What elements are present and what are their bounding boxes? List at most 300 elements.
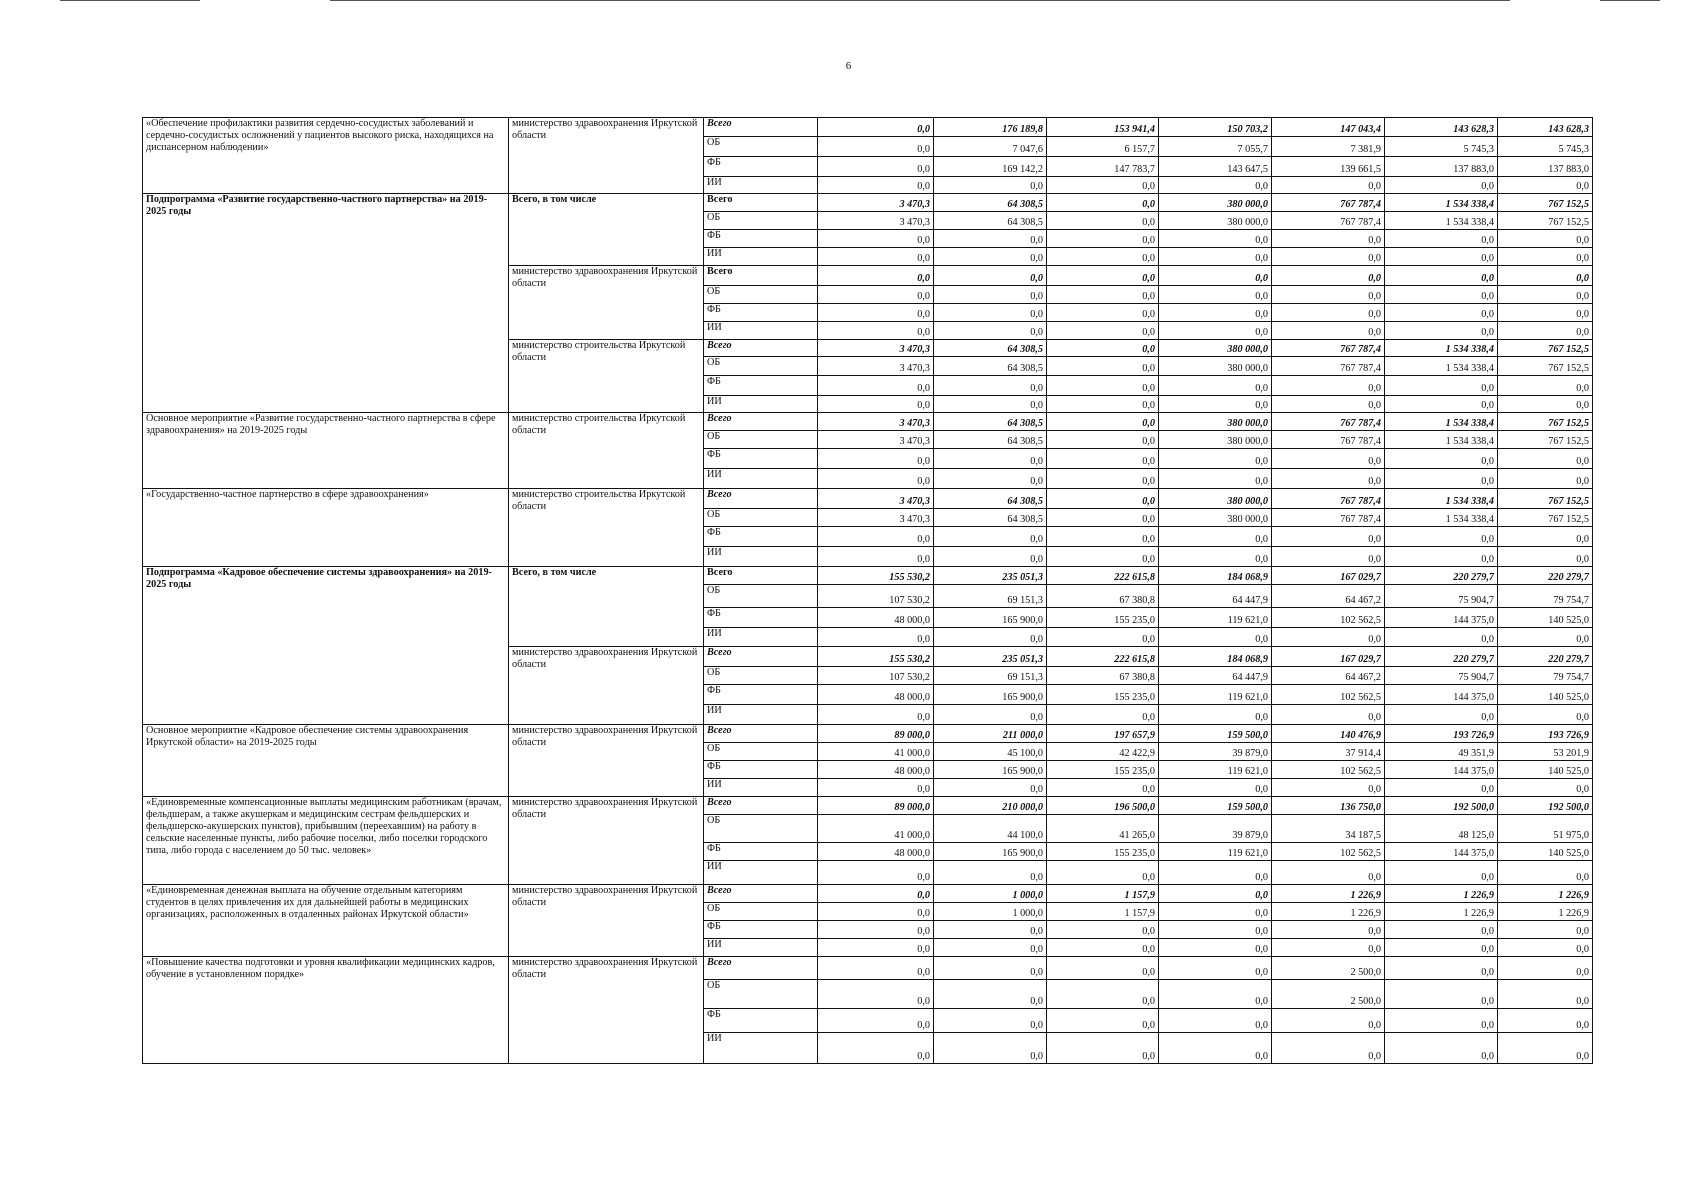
- amount-cell: 767 787,4: [1272, 431, 1385, 449]
- amount-cell: 0,0: [1047, 322, 1159, 340]
- amount-cell: 0,0: [1047, 230, 1159, 248]
- funding-source: ОБ: [704, 667, 818, 685]
- amount-cell: 0,0: [1272, 177, 1385, 194]
- amount-cell: 107 530,2: [818, 667, 934, 685]
- amount-cell: 0,0: [1498, 469, 1593, 489]
- amount-cell: 0,0: [818, 322, 934, 340]
- amount-cell: 0,0: [934, 304, 1047, 322]
- amount-cell: 0,0: [818, 921, 934, 939]
- funding-source: Всего: [704, 885, 818, 903]
- amount-cell: 0,0: [1385, 705, 1498, 725]
- amount-cell: 220 279,7: [1498, 567, 1593, 585]
- amount-cell: 380 000,0: [1159, 357, 1272, 376]
- funding-source: ОБ: [704, 286, 818, 304]
- amount-cell: 34 187,5: [1272, 815, 1385, 843]
- executor-name: министерство строительства Иркутской области: [509, 489, 704, 567]
- amount-cell: 0,0: [1385, 266, 1498, 286]
- amount-cell: 0,0: [1159, 286, 1272, 304]
- amount-cell: 0,0: [1385, 957, 1498, 980]
- amount-cell: 155 235,0: [1047, 843, 1159, 861]
- amount-cell: 119 621,0: [1159, 608, 1272, 628]
- funding-source: Всего: [704, 957, 818, 980]
- amount-cell: 0,0: [818, 1033, 934, 1064]
- amount-cell: 380 000,0: [1159, 194, 1272, 212]
- amount-cell: 0,0: [1047, 469, 1159, 489]
- amount-cell: 0,0: [1498, 376, 1593, 396]
- amount-cell: 0,0: [1385, 304, 1498, 322]
- amount-cell: 0,0: [1159, 1033, 1272, 1064]
- amount-cell: 64 308,5: [934, 212, 1047, 230]
- amount-cell: 0,0: [934, 939, 1047, 957]
- amount-cell: 0,0: [1498, 1009, 1593, 1033]
- amount-cell: 136 750,0: [1272, 797, 1385, 815]
- amount-cell: 767 787,4: [1272, 357, 1385, 376]
- amount-cell: 102 562,5: [1272, 608, 1385, 628]
- amount-cell: 139 661,5: [1272, 157, 1385, 177]
- amount-cell: 0,0: [934, 230, 1047, 248]
- amount-cell: 0,0: [1272, 266, 1385, 286]
- funding-source: Всего: [704, 647, 818, 667]
- amount-cell: 0,0: [1498, 779, 1593, 797]
- amount-cell: 0,0: [1047, 527, 1159, 547]
- amount-cell: 0,0: [934, 177, 1047, 194]
- amount-cell: 48 000,0: [818, 843, 934, 861]
- amount-cell: 0,0: [934, 396, 1047, 413]
- amount-cell: 767 152,5: [1498, 357, 1593, 376]
- amount-cell: 0,0: [1272, 322, 1385, 340]
- funding-source: Всего: [704, 413, 818, 431]
- amount-cell: 222 615,8: [1047, 567, 1159, 585]
- amount-cell: 165 900,0: [934, 608, 1047, 628]
- amount-cell: 380 000,0: [1159, 489, 1272, 509]
- amount-cell: 0,0: [1159, 322, 1272, 340]
- amount-cell: 64 308,5: [934, 489, 1047, 509]
- amount-cell: 220 279,7: [1385, 567, 1498, 585]
- amount-cell: 167 029,7: [1272, 567, 1385, 585]
- amount-cell: 0,0: [1498, 705, 1593, 725]
- funding-source: ОБ: [704, 980, 818, 1009]
- amount-cell: 0,0: [1047, 1033, 1159, 1064]
- amount-cell: 64 447,9: [1159, 667, 1272, 685]
- amount-cell: 0,0: [818, 449, 934, 469]
- amount-cell: 767 152,5: [1498, 431, 1593, 449]
- amount-cell: 0,0: [1272, 705, 1385, 725]
- measure-description: Основное мероприятие «Кадровое обеспечение системы здравоохранения Иркутской области» на 2019-2025 годы: [143, 725, 509, 797]
- amount-cell: 0,0: [818, 230, 934, 248]
- amount-cell: 53 201,9: [1498, 743, 1593, 761]
- amount-cell: 1 226,9: [1272, 903, 1385, 921]
- amount-cell: 0,0: [1385, 177, 1498, 194]
- amount-cell: 0,0: [818, 157, 934, 177]
- amount-cell: 767 787,4: [1272, 340, 1385, 357]
- amount-cell: 0,0: [1047, 489, 1159, 509]
- amount-cell: 0,0: [818, 376, 934, 396]
- amount-cell: 235 051,3: [934, 647, 1047, 667]
- amount-cell: 0,0: [1498, 939, 1593, 957]
- amount-cell: 0,0: [1047, 177, 1159, 194]
- amount-cell: 0,0: [1385, 396, 1498, 413]
- amount-cell: 0,0: [1385, 248, 1498, 266]
- amount-cell: 380 000,0: [1159, 413, 1272, 431]
- amount-cell: 153 941,4: [1047, 118, 1159, 137]
- amount-cell: 0,0: [1159, 469, 1272, 489]
- amount-cell: 42 422,9: [1047, 743, 1159, 761]
- executor-name: министерство здравоохранения Иркутской области: [509, 957, 704, 1064]
- amount-cell: 0,0: [818, 861, 934, 885]
- amount-cell: 0,0: [1047, 304, 1159, 322]
- amount-cell: 0,0: [1159, 230, 1272, 248]
- funding-source: ОБ: [704, 212, 818, 230]
- amount-cell: 39 879,0: [1159, 743, 1272, 761]
- amount-cell: 0,0: [1272, 304, 1385, 322]
- amount-cell: 159 500,0: [1159, 725, 1272, 743]
- amount-cell: 0,0: [818, 527, 934, 547]
- amount-cell: 211 000,0: [934, 725, 1047, 743]
- amount-cell: 0,0: [1047, 357, 1159, 376]
- amount-cell: 119 621,0: [1159, 761, 1272, 779]
- amount-cell: 0,0: [1272, 469, 1385, 489]
- amount-cell: 1 000,0: [934, 885, 1047, 903]
- funding-source: ОБ: [704, 431, 818, 449]
- amount-cell: 0,0: [1385, 547, 1498, 567]
- amount-cell: 137 883,0: [1385, 157, 1498, 177]
- amount-cell: 0,0: [1159, 903, 1272, 921]
- measure-description: «Единовременные компенсационные выплаты медицинским работникам (врачам, фельдшерам, а также акушеркам и медицинским сестрам фельдшерских и фельдшерско-акушерских пунктов), прибывшим (переехавшим) на работу в сельские населенные пункты, либо рабочие поселки, либо поселки городского типа, либо города с населением до 50 тыс. человек»: [143, 797, 509, 885]
- amount-cell: 169 142,2: [934, 157, 1047, 177]
- funding-source: ФБ: [704, 376, 818, 396]
- amount-cell: 0,0: [1385, 322, 1498, 340]
- table-row: [143, 489, 1593, 509]
- amount-cell: 0,0: [1159, 304, 1272, 322]
- amount-cell: 0,0: [818, 266, 934, 286]
- amount-cell: 3 470,3: [818, 413, 934, 431]
- amount-cell: 0,0: [934, 861, 1047, 885]
- amount-cell: 0,0: [1159, 939, 1272, 957]
- amount-cell: 0,0: [818, 177, 934, 194]
- funding-source: ИИ: [704, 547, 818, 567]
- amount-cell: 0,0: [934, 1033, 1047, 1064]
- amount-cell: 0,0: [934, 1009, 1047, 1033]
- amount-cell: 7 047,6: [934, 137, 1047, 157]
- amount-cell: 1 226,9: [1498, 885, 1593, 903]
- amount-cell: 192 500,0: [1498, 797, 1593, 815]
- amount-cell: 767 152,5: [1498, 489, 1593, 509]
- amount-cell: 137 883,0: [1498, 157, 1593, 177]
- amount-cell: 0,0: [1272, 628, 1385, 647]
- amount-cell: 0,0: [818, 137, 934, 157]
- amount-cell: 1 157,9: [1047, 885, 1159, 903]
- amount-cell: 0,0: [934, 527, 1047, 547]
- amount-cell: 0,0: [1272, 376, 1385, 396]
- amount-cell: 64 308,5: [934, 340, 1047, 357]
- amount-cell: 155 530,2: [818, 647, 934, 667]
- amount-cell: 1 534 338,4: [1385, 357, 1498, 376]
- funding-source: ИИ: [704, 705, 818, 725]
- amount-cell: 0,0: [1047, 939, 1159, 957]
- amount-cell: 0,0: [1159, 1009, 1272, 1033]
- funding-source: ИИ: [704, 1033, 818, 1064]
- amount-cell: 0,0: [1385, 1009, 1498, 1033]
- amount-cell: 0,0: [1272, 286, 1385, 304]
- amount-cell: 0,0: [1159, 957, 1272, 980]
- measure-description: Подпрограмма «Кадровое обеспечение системы здравоохранения» на 2019-2025 годы: [143, 567, 509, 725]
- amount-cell: 184 068,9: [1159, 567, 1272, 585]
- amount-cell: 89 000,0: [818, 797, 934, 815]
- executor-name: министерство здравоохранения Иркутской области: [509, 118, 704, 194]
- measure-description: «Обеспечение профилактики развития сердечно-сосудистых заболеваний и сердечно-сосудистых осложнений у пациентов высокого риска, находящихся на диспансерном наблюдении»: [143, 118, 509, 194]
- amount-cell: 1 000,0: [934, 903, 1047, 921]
- amount-cell: 0,0: [934, 322, 1047, 340]
- amount-cell: 3 470,3: [818, 340, 934, 357]
- amount-cell: 380 000,0: [1159, 212, 1272, 230]
- funding-source: ОБ: [704, 743, 818, 761]
- amount-cell: 0,0: [1498, 957, 1593, 980]
- amount-cell: 1 534 338,4: [1385, 489, 1498, 509]
- scan-edge-left: [60, 0, 200, 1]
- amount-cell: 3 470,3: [818, 489, 934, 509]
- amount-cell: 767 152,5: [1498, 340, 1593, 357]
- amount-cell: 147 043,4: [1272, 118, 1385, 137]
- funding-source: ФБ: [704, 608, 818, 628]
- amount-cell: 165 900,0: [934, 761, 1047, 779]
- executor-name: министерство строительства Иркутской области: [509, 413, 704, 489]
- amount-cell: 7 381,9: [1272, 137, 1385, 157]
- amount-cell: 119 621,0: [1159, 843, 1272, 861]
- amount-cell: 64 308,5: [934, 431, 1047, 449]
- amount-cell: 380 000,0: [1159, 340, 1272, 357]
- amount-cell: 197 657,9: [1047, 725, 1159, 743]
- amount-cell: 0,0: [1159, 396, 1272, 413]
- amount-cell: 0,0: [818, 980, 934, 1009]
- amount-cell: 1 226,9: [1272, 885, 1385, 903]
- funding-source: ИИ: [704, 322, 818, 340]
- amount-cell: 1 157,9: [1047, 903, 1159, 921]
- amount-cell: 3 470,3: [818, 212, 934, 230]
- funding-source: ИИ: [704, 248, 818, 266]
- amount-cell: 0,0: [818, 469, 934, 489]
- amount-cell: 67 380,8: [1047, 667, 1159, 685]
- amount-cell: 0,0: [1159, 248, 1272, 266]
- amount-cell: 140 525,0: [1498, 843, 1593, 861]
- amount-cell: 0,0: [818, 939, 934, 957]
- amount-cell: 380 000,0: [1159, 509, 1272, 527]
- amount-cell: 0,0: [1272, 449, 1385, 469]
- amount-cell: 51 975,0: [1498, 815, 1593, 843]
- amount-cell: 0,0: [1272, 547, 1385, 567]
- amount-cell: 0,0: [1498, 861, 1593, 885]
- amount-cell: 1 534 338,4: [1385, 340, 1498, 357]
- amount-cell: 0,0: [1272, 921, 1385, 939]
- amount-cell: 0,0: [1385, 376, 1498, 396]
- amount-cell: 220 279,7: [1385, 647, 1498, 667]
- executor-name: Всего, в том числе: [509, 567, 704, 647]
- table-row: [143, 118, 1593, 137]
- funding-source: ОБ: [704, 137, 818, 157]
- amount-cell: 3 470,3: [818, 194, 934, 212]
- amount-cell: 767 787,4: [1272, 413, 1385, 431]
- amount-cell: 0,0: [1498, 396, 1593, 413]
- amount-cell: 0,0: [1047, 449, 1159, 469]
- amount-cell: 0,0: [934, 779, 1047, 797]
- amount-cell: 155 235,0: [1047, 761, 1159, 779]
- amount-cell: 0,0: [1498, 921, 1593, 939]
- amount-cell: 0,0: [934, 266, 1047, 286]
- amount-cell: 0,0: [1159, 921, 1272, 939]
- funding-source: ИИ: [704, 861, 818, 885]
- scan-edge-center: [330, 0, 1510, 1]
- amount-cell: 0,0: [1498, 177, 1593, 194]
- amount-cell: 165 900,0: [934, 843, 1047, 861]
- amount-cell: 0,0: [1047, 921, 1159, 939]
- amount-cell: 150 703,2: [1159, 118, 1272, 137]
- funding-source: Всего: [704, 725, 818, 743]
- amount-cell: 0,0: [818, 118, 934, 137]
- amount-cell: 0,0: [1047, 286, 1159, 304]
- table-row: [143, 885, 1593, 903]
- amount-cell: 0,0: [818, 547, 934, 567]
- amount-cell: 0,0: [1385, 779, 1498, 797]
- amount-cell: 0,0: [818, 779, 934, 797]
- amount-cell: 41 265,0: [1047, 815, 1159, 843]
- funding-source: ФБ: [704, 449, 818, 469]
- amount-cell: 140 476,9: [1272, 725, 1385, 743]
- amount-cell: 79 754,7: [1498, 667, 1593, 685]
- amount-cell: 0,0: [1159, 628, 1272, 647]
- amount-cell: 0,0: [1047, 861, 1159, 885]
- amount-cell: 144 375,0: [1385, 608, 1498, 628]
- funding-source: ОБ: [704, 585, 818, 608]
- amount-cell: 0,0: [934, 957, 1047, 980]
- amount-cell: 2 500,0: [1272, 980, 1385, 1009]
- amount-cell: 102 562,5: [1272, 685, 1385, 705]
- funding-source: ОБ: [704, 815, 818, 843]
- amount-cell: 0,0: [1047, 779, 1159, 797]
- amount-cell: 155 235,0: [1047, 685, 1159, 705]
- amount-cell: 0,0: [1047, 413, 1159, 431]
- amount-cell: 0,0: [1159, 449, 1272, 469]
- table-row: [143, 194, 1593, 212]
- amount-cell: 193 726,9: [1498, 725, 1593, 743]
- amount-cell: 0,0: [1272, 779, 1385, 797]
- amount-cell: 64 308,5: [934, 509, 1047, 527]
- amount-cell: 0,0: [1272, 1009, 1385, 1033]
- funding-source: ОБ: [704, 357, 818, 376]
- amount-cell: 0,0: [1047, 248, 1159, 266]
- amount-cell: 0,0: [1498, 248, 1593, 266]
- amount-cell: 0,0: [1385, 921, 1498, 939]
- funding-source: ФБ: [704, 230, 818, 248]
- amount-cell: 0,0: [1385, 449, 1498, 469]
- amount-cell: 64 308,5: [934, 357, 1047, 376]
- amount-cell: 0,0: [1272, 939, 1385, 957]
- amount-cell: 6 157,7: [1047, 137, 1159, 157]
- amount-cell: 0,0: [818, 705, 934, 725]
- page-number: 6: [845, 60, 852, 72]
- amount-cell: 75 904,7: [1385, 585, 1498, 608]
- amount-cell: 220 279,7: [1498, 647, 1593, 667]
- amount-cell: 1 534 338,4: [1385, 212, 1498, 230]
- amount-cell: 143 628,3: [1385, 118, 1498, 137]
- amount-cell: 64 308,5: [934, 194, 1047, 212]
- amount-cell: 0,0: [1159, 779, 1272, 797]
- amount-cell: 0,0: [1047, 212, 1159, 230]
- funding-source: ФБ: [704, 685, 818, 705]
- amount-cell: 0,0: [934, 628, 1047, 647]
- executor-name: Всего, в том числе: [509, 194, 704, 266]
- amount-cell: 102 562,5: [1272, 761, 1385, 779]
- funding-source: Всего: [704, 340, 818, 357]
- amount-cell: 64 308,5: [934, 413, 1047, 431]
- amount-cell: 0,0: [1498, 230, 1593, 248]
- amount-cell: 0,0: [934, 449, 1047, 469]
- amount-cell: 0,0: [1159, 547, 1272, 567]
- funding-source: ИИ: [704, 469, 818, 489]
- amount-cell: 155 530,2: [818, 567, 934, 585]
- amount-cell: 767 152,5: [1498, 509, 1593, 527]
- amount-cell: 0,0: [1047, 547, 1159, 567]
- amount-cell: 0,0: [934, 469, 1047, 489]
- funding-source: Всего: [704, 266, 818, 286]
- amount-cell: 0,0: [1159, 885, 1272, 903]
- funding-source: ФБ: [704, 527, 818, 547]
- amount-cell: 0,0: [934, 248, 1047, 266]
- measure-description: «Государственно-частное партнерство в сфере здравоохранения»: [143, 489, 509, 567]
- amount-cell: 1 534 338,4: [1385, 413, 1498, 431]
- amount-cell: 0,0: [818, 286, 934, 304]
- amount-cell: 222 615,8: [1047, 647, 1159, 667]
- amount-cell: 0,0: [1159, 527, 1272, 547]
- table-row: [143, 797, 1593, 815]
- amount-cell: 0,0: [1498, 980, 1593, 1009]
- amount-cell: 0,0: [818, 903, 934, 921]
- amount-cell: 0,0: [934, 705, 1047, 725]
- amount-cell: 48 000,0: [818, 685, 934, 705]
- amount-cell: 2 500,0: [1272, 957, 1385, 980]
- amount-cell: 102 562,5: [1272, 843, 1385, 861]
- amount-cell: 0,0: [1159, 177, 1272, 194]
- table-row: [143, 725, 1593, 743]
- amount-cell: 0,0: [1385, 939, 1498, 957]
- funding-source: ОБ: [704, 509, 818, 527]
- funding-source: ФБ: [704, 1009, 818, 1033]
- amount-cell: 0,0: [1385, 469, 1498, 489]
- amount-cell: 0,0: [1159, 705, 1272, 725]
- measure-description: «Повышение качества подготовки и уровня квалификации медицинских кадров, обучение в установленном порядке»: [143, 957, 509, 1064]
- budget-table: [142, 117, 1593, 1064]
- amount-cell: 0,0: [1498, 1033, 1593, 1064]
- amount-cell: 37 914,4: [1272, 743, 1385, 761]
- amount-cell: 0,0: [1498, 547, 1593, 567]
- amount-cell: 0,0: [1385, 861, 1498, 885]
- amount-cell: 0,0: [1385, 980, 1498, 1009]
- amount-cell: 0,0: [818, 628, 934, 647]
- amount-cell: 767 152,5: [1498, 194, 1593, 212]
- amount-cell: 0,0: [934, 547, 1047, 567]
- funding-source: Всего: [704, 797, 818, 815]
- funding-source: ФБ: [704, 304, 818, 322]
- amount-cell: 0,0: [1272, 861, 1385, 885]
- amount-cell: 3 470,3: [818, 431, 934, 449]
- amount-cell: 0,0: [1498, 527, 1593, 547]
- amount-cell: 39 879,0: [1159, 815, 1272, 843]
- amount-cell: 167 029,7: [1272, 647, 1385, 667]
- amount-cell: 64 467,2: [1272, 585, 1385, 608]
- amount-cell: 0,0: [1047, 266, 1159, 286]
- amount-cell: 767 152,5: [1498, 212, 1593, 230]
- amount-cell: 0,0: [1047, 396, 1159, 413]
- amount-cell: 5 745,3: [1385, 137, 1498, 157]
- amount-cell: 44 100,0: [934, 815, 1047, 843]
